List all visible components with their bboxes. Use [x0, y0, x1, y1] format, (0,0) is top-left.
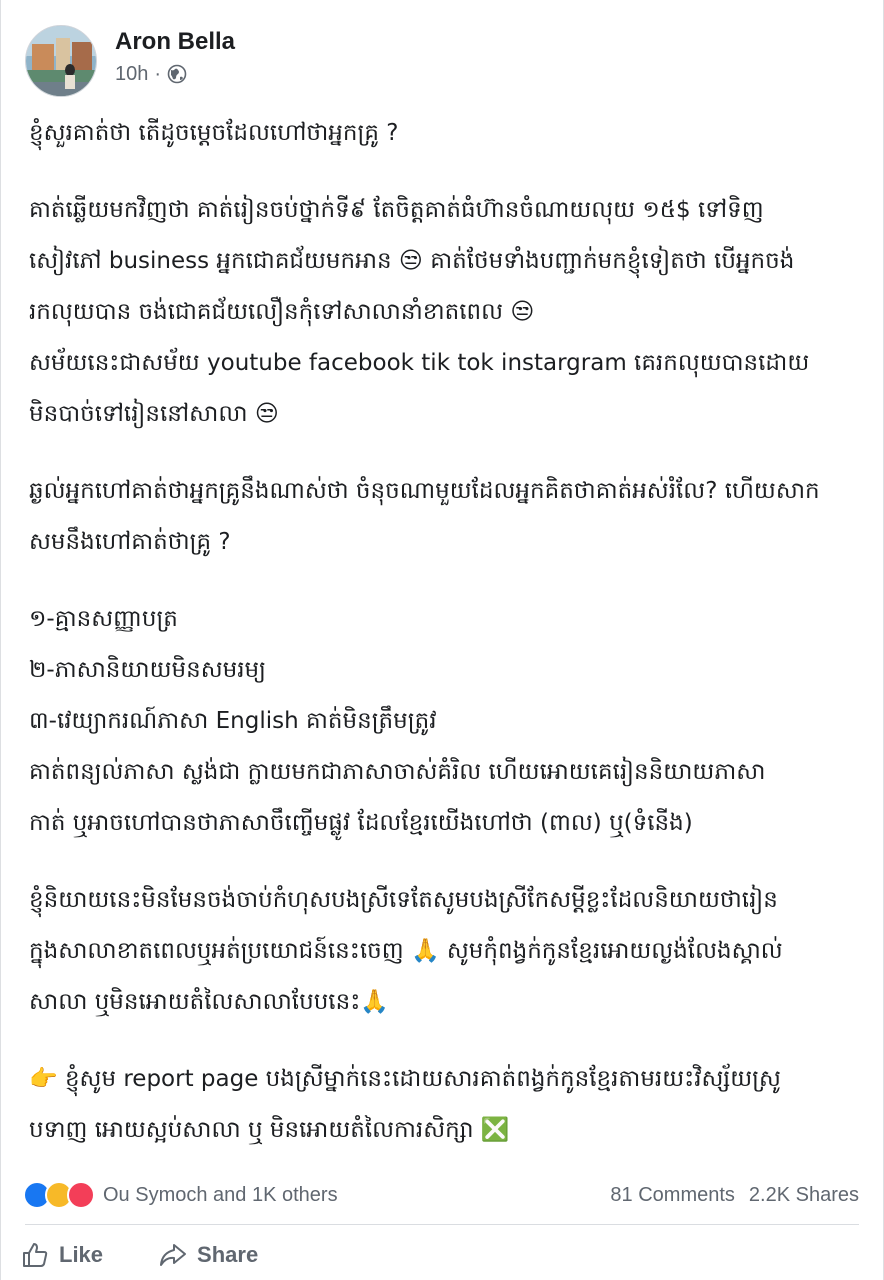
post-text-line: គាត់ឆ្លើយមកវិញថា គាត់រៀនចប់ថ្នាក់ទី៩ តែចិត្តគាត់ធំហ៊ានចំណាយលុយ ១៥$ ទៅទិញ: [29, 197, 764, 223]
post-text-line: កាត់ ឬអាចហៅបានថាភាសាចឹញ្ចើមផ្លូវ ដែលខ្មែរយើងហៅថា (ពាល) ឬ(ទំនើង): [29, 810, 693, 836]
avatar[interactable]: [25, 25, 97, 97]
thumbs-up-icon: [21, 1241, 49, 1269]
comments-count[interactable]: 81 Comments: [610, 1183, 735, 1206]
post-header: [25, 24, 235, 98]
post-text-line: សមនឹងហៅគាត់ថាគ្រូ ?: [29, 529, 231, 555]
post-text-line: មិនបាច់ទៅរៀននៅសាលា 😒: [29, 401, 279, 427]
post-text-line: ខ្ញុំនិយាយនេះមិនមែនចង់ចាប់កំហុសបងស្រីទេតែសូមបងស្រីកែសម្ដីខ្លះដែលនិយាយថារៀន: [29, 887, 778, 913]
separator-dot: ·: [154, 62, 162, 85]
author-name[interactable]: Aron Bella: [115, 27, 236, 55]
post-subline: [115, 63, 235, 86]
post-text-line: ឆ្ងល់អ្នកហៅគាត់ថាអ្នកគ្រូនឹងណាស់ថា ចំនុចណាមួយដែលអ្នកគិតថាគាត់អស់រំលែ? ហើយសាក: [29, 478, 820, 504]
share-button[interactable]: [159, 1241, 258, 1269]
post-text-line: សាលា ឬមិនអោយតំលៃសាលាបែបនេះ🙏: [29, 989, 389, 1015]
post-paragraph: [29, 594, 865, 849]
post-stats: [23, 1178, 859, 1212]
post-paragraph: [29, 1054, 865, 1156]
post-body: [29, 108, 865, 1182]
post-text-line: 👉 ខ្ញុំសូម report page បងស្រីម្នាក់នេះដោយសារគាត់ពង្វក់កូនខ្មែរតាមរយះវិស្ស័យស្រូ: [29, 1066, 781, 1092]
share-arrow-icon: [159, 1241, 187, 1269]
post-text-line: ៣-វេយ្យាករណ៍ភាសា English គាត់មិនត្រឹមត្រូវ: [29, 708, 437, 734]
love-icon: [67, 1181, 95, 1209]
post-text-line: បទាញ អោយស្អប់សាលា ឬ មិនអោយតំលៃការសិក្សា ❎: [29, 1117, 510, 1143]
post-text-line: ខ្ញុំសួរគាត់ថា តើដូចម្ដេចដែលហៅថាអ្នកគ្រូ ?: [29, 120, 399, 146]
avatar-photo: [26, 26, 97, 97]
post-actions: [21, 1234, 314, 1276]
post-paragraph: [29, 185, 865, 440]
post-text-line: សៀវភៅ business អ្នកជោគជ័យមកអាន 😒 គាត់ថែមទាំងបញ្ជាក់មកខ្ញុំទៀតថា បើអ្នកចង់: [29, 248, 795, 274]
post-paragraph: [29, 108, 865, 159]
shares-count[interactable]: 2.2K Shares: [748, 1183, 859, 1206]
post-paragraph: [29, 875, 865, 1028]
post-text-line: គាត់ពន្យល់ភាសា ស្លង់ជា ក្លាយមកជាភាសាចាស់គំរិល ហើយអោយគេរៀននិយាយភាសា: [29, 759, 766, 785]
engagement-counts: [610, 1184, 859, 1207]
reaction-icons[interactable]: [23, 1181, 95, 1209]
divider: [25, 1224, 859, 1225]
post-text-line: ក្នុងសាលាខាតពេលឬអត់ប្រយោជន៍នេះចេញ 🙏 សូមកុំពង្វក់កូនខ្មែរអោយល្ងង់លែងស្គាល់: [29, 938, 783, 964]
post-paragraph: [29, 466, 865, 568]
globe-icon: [167, 64, 187, 84]
post-text-line: រកលុយបាន ចង់ជោគជ័យលឿនកុំទៅសាលានាំខាតពេល 😒: [29, 299, 535, 325]
like-label: Like: [59, 1242, 104, 1267]
post-meta: [115, 27, 235, 86]
post-timestamp[interactable]: 10h: [115, 62, 149, 85]
post-text-line: ២-ភាសានិយាយមិនសមរម្យ: [29, 657, 266, 683]
like-button[interactable]: [21, 1241, 103, 1269]
reactions-summary[interactable]: Ou Symoch and 1K others: [103, 1183, 338, 1206]
post-text-line: ១-គ្មានសញ្ញាបត្រ: [29, 606, 178, 632]
share-label: Share: [197, 1242, 259, 1267]
post-text-line: សម័យនេះជាសម័យ youtube facebook tik tok instargram គេរកលុយបានដោយ: [29, 350, 810, 376]
